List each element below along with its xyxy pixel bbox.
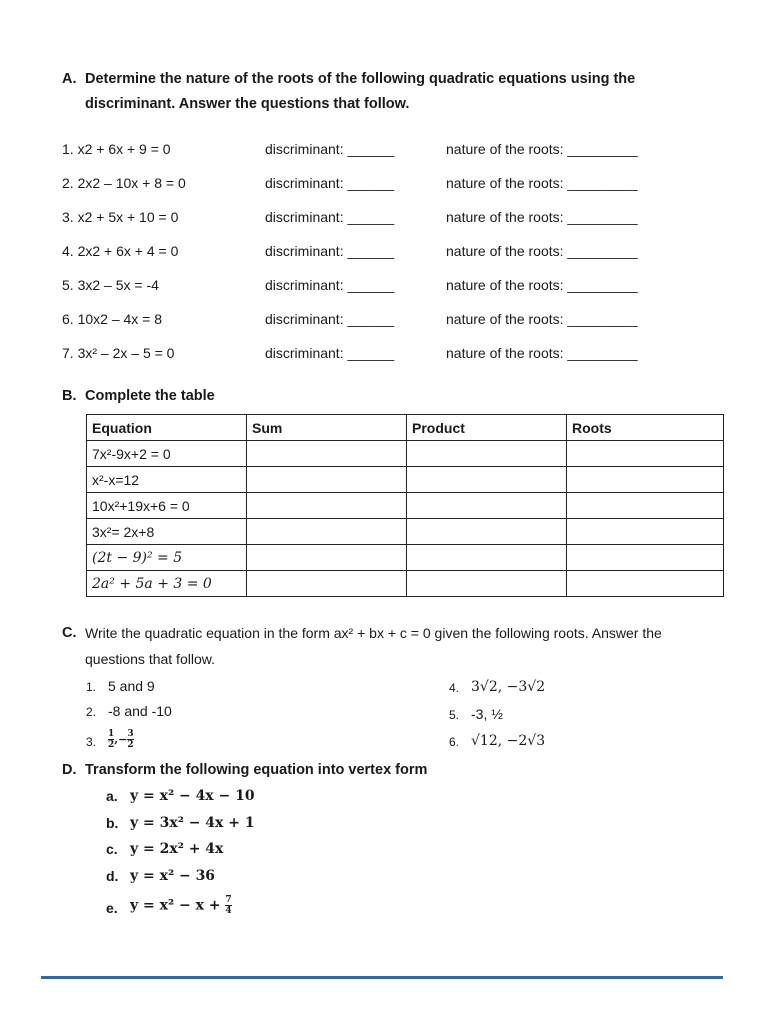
item-roots: 3√2, −3√2 (471, 679, 546, 695)
table-cell-equation: 2a² + 5a + 3 = 0 (87, 571, 247, 597)
section-d-letter: D. (62, 762, 77, 778)
question-row (62, 311, 702, 331)
item-roots: √12, −2√3 (471, 733, 546, 749)
nature-of-roots-blank: nature of the roots: _________ (446, 345, 638, 361)
discriminant-blank: discriminant: ______ (265, 175, 395, 191)
question-number: 6. (62, 311, 74, 327)
list-item (106, 815, 406, 837)
discriminant-blank: discriminant: ______ (265, 243, 395, 259)
table-cell-blank[interactable] (407, 571, 567, 597)
question-number: 2. (62, 175, 74, 191)
question-number: 1. (62, 141, 74, 157)
item-number: 3. (86, 735, 97, 749)
list-item (449, 679, 709, 699)
roots-table (86, 414, 724, 597)
item-roots: 5 and 9 (108, 678, 155, 694)
list-item (86, 703, 386, 723)
section-c-text-line1: Write the quadratic equation in the form ax² + bx + c = 0 given the following roots. Answer the (85, 625, 662, 641)
section-c-letter: C. (62, 625, 77, 641)
question-equation: 3x2 – 5x = -4 (77, 277, 159, 293)
table-cell-blank[interactable] (247, 493, 407, 519)
table-row (87, 467, 724, 493)
footer-divider (41, 976, 723, 979)
item-number: 2. (86, 705, 97, 719)
table-row (87, 545, 724, 571)
table-cell-blank[interactable] (407, 493, 567, 519)
question-row (62, 243, 702, 263)
question-row (62, 345, 702, 365)
table-cell-equation: x²-x=12 (87, 467, 247, 493)
table-cell-equation: (2t − 9)² = 5 (87, 545, 247, 571)
table-header-cell: Product (407, 415, 567, 441)
question-equation: x2 + 5x + 10 = 0 (77, 209, 179, 225)
question-row (62, 277, 702, 297)
section-b-letter: B. (62, 388, 77, 404)
question-row (62, 141, 702, 161)
section-c-text-line2: questions that follow. (85, 651, 215, 667)
question-equation: x2 + 6x + 9 = 0 (77, 141, 171, 157)
table-cell-equation: 3x²= 2x+8 (87, 519, 247, 545)
item-letter: a. (106, 788, 118, 804)
discriminant-blank: discriminant: ______ (265, 345, 395, 361)
table-cell-blank[interactable] (247, 467, 407, 493)
item-number: 5. (449, 708, 460, 722)
table-cell-equation: 10x²+19x+6 = 0 (87, 493, 247, 519)
list-item (449, 733, 709, 753)
discriminant-blank: discriminant: ______ (265, 277, 395, 293)
table-row (87, 519, 724, 545)
table-cell-blank[interactable] (567, 545, 724, 571)
nature-of-roots-blank: nature of the roots: _________ (446, 175, 638, 191)
list-item (86, 678, 386, 698)
table-cell-blank[interactable] (407, 545, 567, 571)
question-number: 3. (62, 209, 74, 225)
table-row (87, 571, 724, 597)
fraction: $\frac{3}{2}$ (127, 729, 134, 750)
table-cell-equation: 7x²-9x+2 = 0 (87, 441, 247, 467)
item-roots-fractions: $\frac{1}{2}$ ,− $\frac{3}{2}$ (108, 729, 134, 750)
nature-of-roots-blank: nature of the roots: _________ (446, 141, 638, 157)
fraction: $\frac{7}{4}$ (225, 895, 232, 916)
table-cell-blank[interactable] (567, 493, 724, 519)
nature-of-roots-blank: nature of the roots: _________ (446, 311, 638, 327)
list-item (106, 868, 406, 890)
discriminant-blank: discriminant: ______ (265, 141, 395, 157)
table-header-cell: Roots (567, 415, 724, 441)
list-item (86, 728, 386, 756)
nature-of-roots-blank: nature of the roots: _________ (446, 209, 638, 225)
table-cell-blank[interactable] (567, 467, 724, 493)
table-cell-blank[interactable] (567, 571, 724, 597)
item-roots: -3, ½ (471, 706, 503, 722)
table-cell-blank[interactable] (247, 545, 407, 571)
item-letter: e. (106, 900, 118, 916)
table-row (87, 441, 724, 467)
item-equation: y = 2x² + 4x (130, 841, 224, 857)
item-roots: -8 and -10 (108, 703, 172, 719)
section-a-heading-line1: Determine the nature of the roots of the following quadratic equations using the (85, 71, 636, 87)
table-cell-blank[interactable] (567, 519, 724, 545)
table-cell-blank[interactable] (247, 441, 407, 467)
list-item (106, 893, 406, 925)
list-item (449, 706, 709, 726)
table-cell-blank[interactable] (247, 571, 407, 597)
table-header-cell: Sum (247, 415, 407, 441)
table-header-cell: Equation (87, 415, 247, 441)
table-cell-blank[interactable] (407, 519, 567, 545)
discriminant-blank: discriminant: ______ (265, 209, 395, 225)
question-equation: 2x2 – 10x + 8 = 0 (77, 175, 186, 191)
question-number: 5. (62, 277, 74, 293)
item-letter: d. (106, 868, 119, 884)
table-cell-blank[interactable] (407, 441, 567, 467)
item-equation: y = x² − x + $\frac{7}{4}$ (130, 895, 232, 916)
table-header-row (87, 415, 724, 441)
item-number: 6. (449, 735, 460, 749)
nature-of-roots-blank: nature of the roots: _________ (446, 277, 638, 293)
nature-of-roots-blank: nature of the roots: _________ (446, 243, 638, 259)
item-number: 4. (449, 681, 460, 695)
item-equation: y = x² − 36 (130, 868, 216, 884)
item-letter: c. (106, 841, 118, 857)
item-equation: y = x² − 4x − 10 (130, 788, 255, 804)
question-row (62, 209, 702, 229)
table-cell-blank[interactable] (247, 519, 407, 545)
item-equation: y = 3x² − 4x + 1 (130, 815, 255, 831)
table-row (87, 493, 724, 519)
question-row (62, 175, 702, 195)
section-a-heading-line2: discriminant. Answer the questions that follow. (85, 96, 410, 112)
question-number: 4. (62, 243, 74, 259)
table-cell-blank[interactable] (407, 467, 567, 493)
section-a-letter: A. (62, 71, 77, 87)
table-cell-blank[interactable] (567, 441, 724, 467)
question-equation: 2x2 + 6x + 4 = 0 (77, 243, 179, 259)
discriminant-blank: discriminant: ______ (265, 311, 395, 327)
question-equation: 10x2 – 4x = 8 (77, 311, 163, 327)
section-b-heading-text: Complete the table (85, 388, 215, 404)
list-item (106, 788, 406, 810)
question-number: 7. (62, 345, 74, 361)
list-item (106, 841, 406, 863)
question-equation: 3x² – 2x – 5 = 0 (77, 345, 175, 361)
item-number: 1. (86, 680, 97, 694)
section-d-heading-text: Transform the following equation into vertex form (85, 762, 428, 778)
fraction: $\frac{1}{2}$ (108, 729, 115, 750)
item-letter: b. (106, 815, 119, 831)
